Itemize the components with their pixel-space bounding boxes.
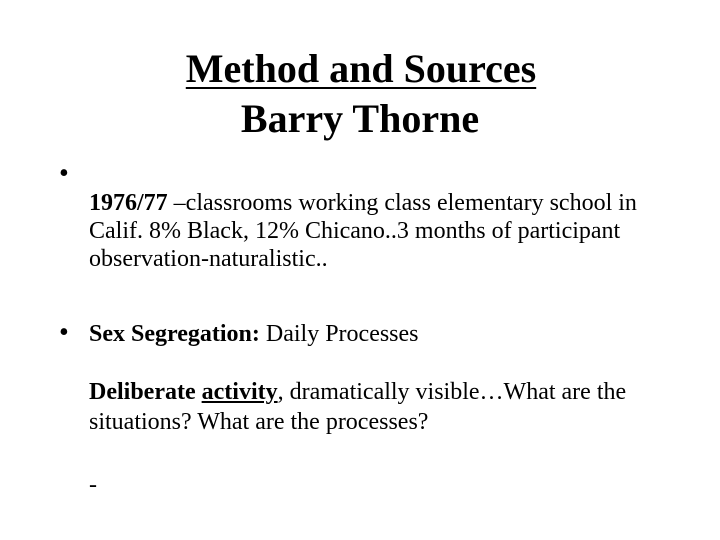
bullet-item-1-text: –classrooms working class elementary school in Calif. 8% Black, 12% Chicano..3 months of participant observation-naturalistic..: [89, 190, 637, 272]
sub-paragraph: [89, 377, 669, 437]
trailing-dash: -: [89, 472, 97, 498]
sub-paragraph-text: , dramatically visible…What are the situations? What are the processes?: [89, 379, 627, 435]
bullet-item-2-text: Daily Processes: [259, 321, 419, 347]
bullet-item-1-lead: 1976/77: [89, 190, 168, 216]
sub-paragraph-lead-2: activity: [201, 379, 278, 405]
bullet-marker-1: •: [59, 158, 69, 189]
slide-title: [0, 44, 720, 144]
bullet-item-2-lead: Sex Segregation:: [89, 321, 260, 347]
title-line-1: Method and Sources: [185, 46, 537, 91]
title-line-2: Barry Thorne: [240, 96, 480, 141]
bullet-item-2: [59, 318, 419, 349]
sub-paragraph-lead-1: Deliberate: [89, 379, 202, 405]
bullet-marker-2: •: [59, 317, 69, 348]
bullet-item-1: [89, 189, 649, 273]
